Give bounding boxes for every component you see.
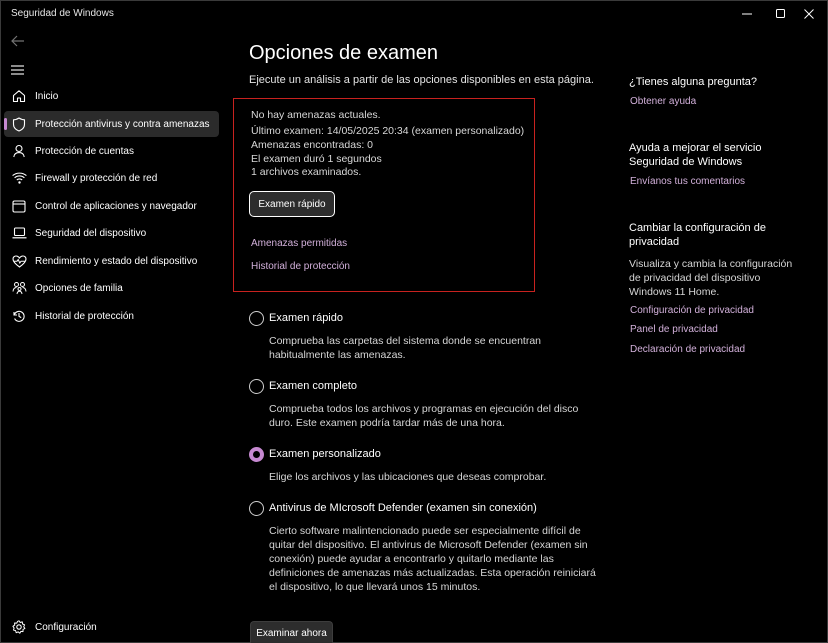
person-icon — [11, 143, 27, 159]
close-icon — [804, 9, 814, 19]
heading-line: privacidad — [629, 236, 680, 248]
feedback-link[interactable]: Envíanos tus comentarios — [630, 176, 746, 187]
page-subtitle: Ejecute un análisis a partir de las opciones disponibles en esta página. — [249, 74, 594, 86]
nav-item-label: Historial de protección — [35, 310, 134, 322]
description-line: duro. Este examen podría tardar más de una hora. — [269, 417, 505, 429]
full-scan-radio[interactable] — [249, 379, 264, 394]
laptop-icon — [11, 225, 27, 241]
nav-item-protection-history[interactable] — [4, 303, 219, 329]
threats-found-text: Amenazas encontradas: 0 — [251, 139, 373, 151]
scan-now-button[interactable]: Examinar ahora — [250, 621, 333, 643]
nav-item-label: Opciones de familia — [35, 282, 123, 294]
nav-item-label: Firewall y protección de red — [35, 172, 158, 184]
nav-item-virus-protection[interactable] — [4, 111, 219, 137]
nav-item-settings[interactable] — [4, 614, 219, 640]
files-scanned-text: 1 archivos examinados. — [251, 166, 362, 178]
nav-item-device-security[interactable] — [4, 220, 219, 246]
description-line: el dispositivo, lo que llevará unos 15 minutos. — [269, 581, 481, 593]
description-line: habitualmente las amenazas. — [269, 349, 406, 361]
nav-item-inicio[interactable] — [4, 83, 219, 109]
quick-scan-radio[interactable] — [249, 311, 264, 326]
allowed-threats-link[interactable]: Amenazas permitidas — [251, 238, 348, 249]
custom-scan-label[interactable]: Examen personalizado — [269, 448, 381, 460]
full-scan-description — [269, 402, 589, 430]
app-window-icon — [11, 198, 27, 214]
back-button[interactable] — [11, 34, 27, 48]
offline-scan-radio[interactable] — [249, 501, 264, 516]
description-line: conexión) puede ayudar a encontrarlo y quitarlo mediante las — [269, 553, 554, 565]
privacy-statement-link[interactable]: Declaración de privacidad — [630, 344, 746, 355]
quick-scan-description — [269, 334, 589, 362]
hamburger-icon — [11, 65, 24, 75]
offline-scan-description — [269, 524, 599, 594]
maximize-icon — [776, 9, 786, 19]
wifi-icon — [11, 170, 27, 186]
offline-scan-label[interactable]: Antivirus de MIcrosoft Defender (examen sin conexión) — [269, 502, 537, 514]
description-line: Comprueba todos los archivos y programas en ejecución del disco — [269, 403, 579, 415]
nav-item-label: Inicio — [35, 90, 59, 102]
privacy-heading — [629, 221, 804, 249]
text-line: Windows 11 Home. — [629, 286, 720, 298]
scan-status-panel — [233, 98, 535, 292]
privacy-dashboard-link[interactable]: Panel de privacidad — [630, 324, 718, 335]
privacy-description — [629, 257, 804, 299]
history-icon — [11, 308, 27, 324]
quick-scan-button[interactable]: Examen rápido — [249, 191, 335, 217]
nav-item-label: Rendimiento y estado del dispositivo — [35, 255, 198, 267]
gear-icon — [11, 619, 27, 635]
description-line: Comprueba las carpetas del sistema donde se encuentran — [269, 335, 541, 347]
privacy-settings-link[interactable]: Configuración de privacidad — [630, 305, 754, 316]
scan-duration-text: El examen duró 1 segundos — [251, 153, 382, 165]
custom-scan-description — [269, 470, 589, 484]
nav-item-app-browser-control[interactable] — [4, 193, 219, 219]
app-title: Seguridad de Windows — [11, 8, 114, 19]
heading-line: Ayuda a mejorar el servicio — [629, 142, 762, 154]
home-icon — [11, 88, 27, 104]
minimize-button[interactable] — [729, 5, 765, 23]
heading-line: Cambiar la configuración de — [629, 222, 766, 234]
nav-item-label: Control de aplicaciones y navegador — [35, 200, 197, 212]
heart-pulse-icon — [11, 253, 27, 269]
active-indicator — [4, 118, 7, 130]
nav-item-family-options[interactable] — [4, 275, 219, 301]
improve-heading — [629, 141, 804, 169]
family-icon — [11, 280, 27, 296]
menu-button[interactable] — [11, 62, 25, 74]
close-button[interactable] — [791, 5, 827, 23]
nav-item-account-protection[interactable] — [4, 138, 219, 164]
threat-status-text: No hay amenazas actuales. — [251, 109, 381, 121]
nav-item-label: Protección antivirus y contra amenazas — [35, 118, 210, 130]
get-help-link[interactable]: Obtener ayuda — [630, 96, 697, 107]
quick-scan-label[interactable]: Examen rápido — [269, 312, 343, 324]
custom-scan-radio[interactable] — [249, 447, 264, 462]
shield-icon — [11, 116, 27, 132]
description-line: Elige los archivos y las ubicaciones que deseas comprobar. — [269, 471, 547, 483]
page-title: Opciones de examen — [249, 42, 439, 64]
description-line: definiciones de amenazas más actualizadas. Esta operación reiniciará — [269, 567, 596, 579]
nav-item-label: Configuración — [35, 621, 97, 633]
nav-item-firewall[interactable] — [4, 165, 219, 191]
text-line: Visualiza y cambia la configuración — [629, 258, 793, 270]
nav-item-label: Seguridad del dispositivo — [35, 227, 147, 239]
text-line: de privacidad del dispositivo — [629, 272, 761, 284]
back-arrow-icon — [11, 35, 25, 47]
description-line: Cierto software malintencionado puede ser especialmente difícil de — [269, 525, 581, 537]
heading-line: Seguridad de Windows — [629, 156, 743, 168]
protection-history-link[interactable]: Historial de protección — [251, 261, 350, 272]
question-heading: ¿Tienes alguna pregunta? — [629, 76, 758, 88]
title-bar — [1, 1, 827, 27]
full-scan-label[interactable]: Examen completo — [269, 380, 358, 392]
nav-item-device-performance[interactable] — [4, 248, 219, 274]
last-scan-text: Último examen: 14/05/2025 20:34 (examen personalizado) — [251, 125, 525, 137]
minimize-icon — [742, 9, 752, 19]
description-line: quitar del dispositivo. El antivirus de Microsoft Defender (examen sin — [269, 539, 588, 551]
nav-item-label: Protección de cuentas — [35, 145, 134, 157]
